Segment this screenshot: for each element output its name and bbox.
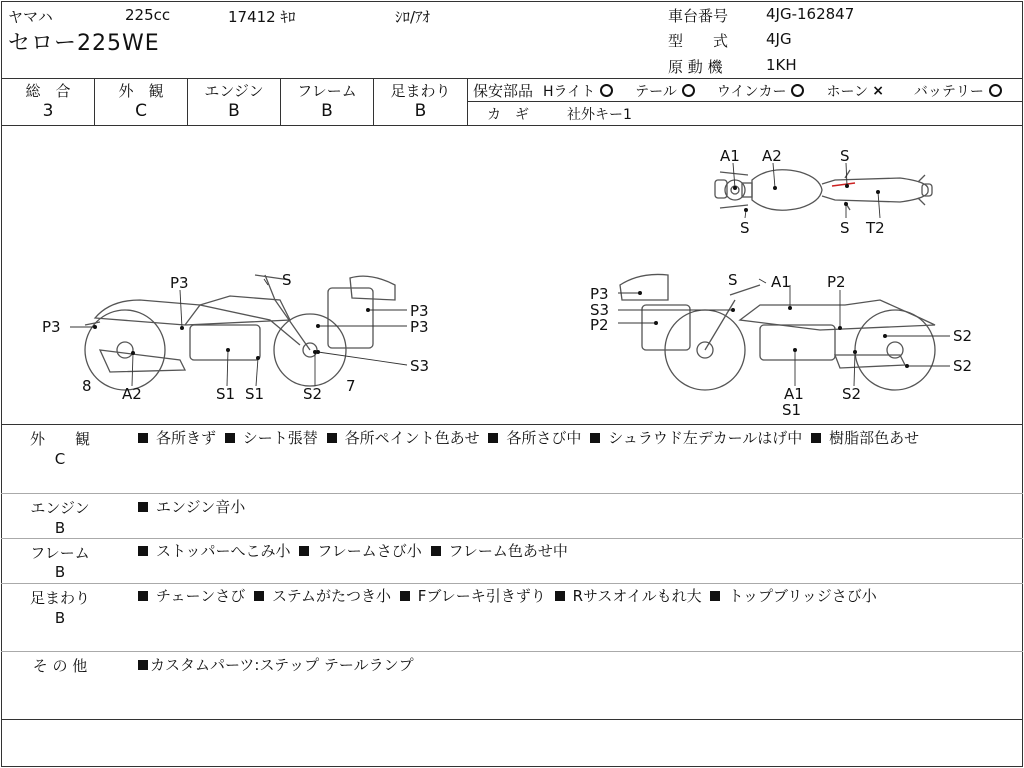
grade-header-exterior: 外 観 bbox=[118, 82, 164, 100]
diag-label: S1 bbox=[245, 385, 265, 403]
model-name: セロー225WE bbox=[8, 31, 160, 56]
bullet-square-icon bbox=[254, 591, 264, 601]
diag-label: S2 bbox=[303, 385, 323, 403]
defect-item: カスタムパーツ:ステップ テールランプ bbox=[150, 656, 414, 674]
safety-horn-label: ホーン bbox=[826, 83, 869, 100]
section-divider bbox=[1, 493, 1023, 494]
bullet-square-icon bbox=[299, 546, 309, 556]
section-divider bbox=[1, 583, 1023, 584]
diag-label: S2 bbox=[953, 327, 973, 345]
grade-header-suspension: 足まわり bbox=[390, 82, 451, 100]
diag-label: S bbox=[840, 219, 850, 237]
section-frame-desc bbox=[134, 540, 1018, 562]
defect-item: 各所きず bbox=[156, 429, 217, 447]
safety-mid-line bbox=[467, 101, 1023, 102]
bullet-square-icon bbox=[225, 433, 235, 443]
bullet-square-icon bbox=[138, 433, 148, 443]
grade-value-exterior: C bbox=[135, 101, 147, 121]
section-suspension-grade: B bbox=[54, 609, 66, 627]
diag-label: P2 bbox=[590, 316, 609, 334]
safety-row bbox=[473, 80, 1014, 101]
defect-item: フレームさび小 bbox=[317, 542, 422, 560]
grade-header-frame: フレーム bbox=[297, 82, 357, 100]
diag-label: S2 bbox=[842, 385, 862, 403]
grade-value-engine: B bbox=[228, 101, 240, 121]
ng-x-icon: × bbox=[872, 82, 884, 99]
section-engine-desc bbox=[134, 496, 1018, 518]
grade-col-5 bbox=[467, 78, 468, 126]
diag-label: P3 bbox=[590, 285, 609, 303]
section-divider bbox=[1, 651, 1023, 652]
frame-no-label: 車台番号 bbox=[668, 7, 729, 25]
section-suspension-desc bbox=[134, 585, 1018, 607]
section-other-label: そ の 他 bbox=[32, 657, 88, 675]
damage-diagram bbox=[0, 126, 1024, 424]
safety-headlight-label: Hライト bbox=[543, 83, 596, 100]
bullet-square-icon bbox=[138, 546, 148, 556]
safety-horn bbox=[826, 81, 883, 101]
defect-item: Rサスオイルもれ大 bbox=[572, 587, 702, 605]
bullet-square-icon bbox=[590, 433, 600, 443]
defect-item: フレーム色あせ中 bbox=[448, 542, 568, 560]
grade-value-frame: B bbox=[321, 101, 333, 121]
diag-label: P3 bbox=[170, 274, 189, 292]
section-frame-label: フレーム bbox=[30, 544, 90, 562]
color: ｼﾛ/ｱｵ bbox=[395, 8, 431, 26]
ok-circle-icon bbox=[989, 84, 1002, 97]
ok-circle-icon bbox=[600, 84, 613, 97]
bullet-square-icon bbox=[138, 502, 148, 512]
section-frame-grade: B bbox=[54, 563, 66, 581]
section-other-desc bbox=[134, 654, 1018, 676]
section-exterior-desc bbox=[134, 427, 1018, 449]
diag-label: T2 bbox=[866, 219, 885, 237]
grade-value-suspension: B bbox=[414, 101, 427, 121]
diag-label: P3 bbox=[410, 318, 429, 336]
diag-label: P3 bbox=[410, 302, 429, 320]
diag-label: A1 bbox=[771, 273, 791, 291]
diag-label: S bbox=[740, 219, 750, 237]
ok-circle-icon bbox=[682, 84, 695, 97]
defect-item: ストッパーへこみ小 bbox=[156, 542, 291, 560]
key-label: カ ギ bbox=[487, 107, 529, 123]
left-view-bike bbox=[85, 275, 395, 390]
defect-item: ステムがたつき小 bbox=[272, 587, 391, 605]
defect-item: 各所ペイント色あせ bbox=[344, 429, 480, 447]
section-suspension-label: 足まわり bbox=[29, 589, 90, 607]
displacement: 225cc bbox=[125, 6, 171, 24]
defect-item: エンジン音小 bbox=[156, 498, 246, 516]
safety-tail-label: テール bbox=[635, 83, 677, 100]
bullet-square-icon bbox=[431, 546, 441, 556]
grade-header-total: 総 合 bbox=[25, 82, 71, 100]
safety-headlight bbox=[543, 81, 613, 101]
safety-label: 保安部品 bbox=[473, 82, 534, 100]
diag-label: S bbox=[840, 147, 850, 165]
grade-top-line bbox=[1, 78, 1023, 79]
defect-item: シート張替 bbox=[242, 429, 318, 447]
section-engine-label: エンジン bbox=[30, 499, 90, 517]
diag-label: 7 bbox=[346, 377, 356, 395]
bullet-square-icon bbox=[400, 591, 410, 601]
section-exterior-label: 外 観 bbox=[29, 430, 90, 448]
type-value: 4JG bbox=[766, 30, 792, 48]
safety-tail bbox=[635, 81, 695, 101]
bullet-square-icon bbox=[488, 433, 498, 443]
bullet-square-icon bbox=[811, 433, 821, 443]
diag-label: S2 bbox=[953, 357, 973, 375]
diag-label: P2 bbox=[827, 273, 846, 291]
grade-header-engine: エンジン bbox=[204, 82, 264, 100]
bullet-square-icon bbox=[138, 660, 148, 670]
diag-label: S bbox=[728, 271, 738, 289]
diag-label: 8 bbox=[82, 377, 92, 395]
maker: ヤマハ bbox=[8, 8, 53, 26]
bullet-square-icon bbox=[555, 591, 565, 601]
diagram-bottom-line bbox=[1, 424, 1023, 425]
diag-label: P3 bbox=[42, 318, 61, 336]
section-divider bbox=[1, 538, 1023, 539]
diag-label: A2 bbox=[122, 385, 142, 403]
safety-battery bbox=[914, 81, 1002, 101]
leader-lines bbox=[70, 163, 950, 386]
defect-item: シュラウド左デカールはげ中 bbox=[608, 429, 803, 447]
diag-label: A1 bbox=[784, 385, 804, 403]
diag-label: S1 bbox=[782, 401, 802, 419]
diag-label: S bbox=[282, 271, 292, 289]
safety-battery-label: バッテリー bbox=[913, 83, 984, 100]
bullet-square-icon bbox=[710, 591, 720, 601]
grade-value-total: 3 bbox=[42, 101, 54, 121]
bullet-square-icon bbox=[138, 591, 148, 601]
safety-winker-label: ウインカー bbox=[716, 83, 787, 100]
top-view-bike bbox=[715, 170, 932, 210]
diag-label: S3 bbox=[590, 301, 610, 319]
right-view-bike bbox=[620, 274, 935, 390]
defect-item: 各所さび中 bbox=[506, 429, 582, 447]
diag-label: S3 bbox=[410, 357, 430, 375]
section-exterior-grade: C bbox=[54, 450, 66, 468]
bullet-square-icon bbox=[327, 433, 337, 443]
frame-no: 4JG-162847 bbox=[766, 5, 855, 23]
key-value: 社外キー1 bbox=[567, 107, 632, 123]
type-label: 型 式 bbox=[668, 32, 729, 50]
engine-label: 原 動 機 bbox=[668, 58, 723, 76]
section-engine-grade: B bbox=[54, 519, 66, 537]
diag-label: A1 bbox=[720, 147, 740, 165]
mileage: 17412 ｷﾛ bbox=[228, 8, 296, 26]
section-bottom-line bbox=[1, 719, 1023, 720]
engine-value: 1KH bbox=[766, 56, 797, 74]
defect-item: Fブレーキ引きずり bbox=[417, 587, 546, 605]
ok-circle-icon bbox=[791, 84, 804, 97]
diag-label: S1 bbox=[216, 385, 236, 403]
defect-item: 樹脂部色あせ bbox=[829, 429, 920, 447]
defect-item: チェーンさび bbox=[156, 587, 246, 605]
safety-winker bbox=[717, 81, 805, 101]
defect-item: トップブリッジさび小 bbox=[728, 587, 877, 605]
diag-label: A2 bbox=[762, 147, 782, 165]
